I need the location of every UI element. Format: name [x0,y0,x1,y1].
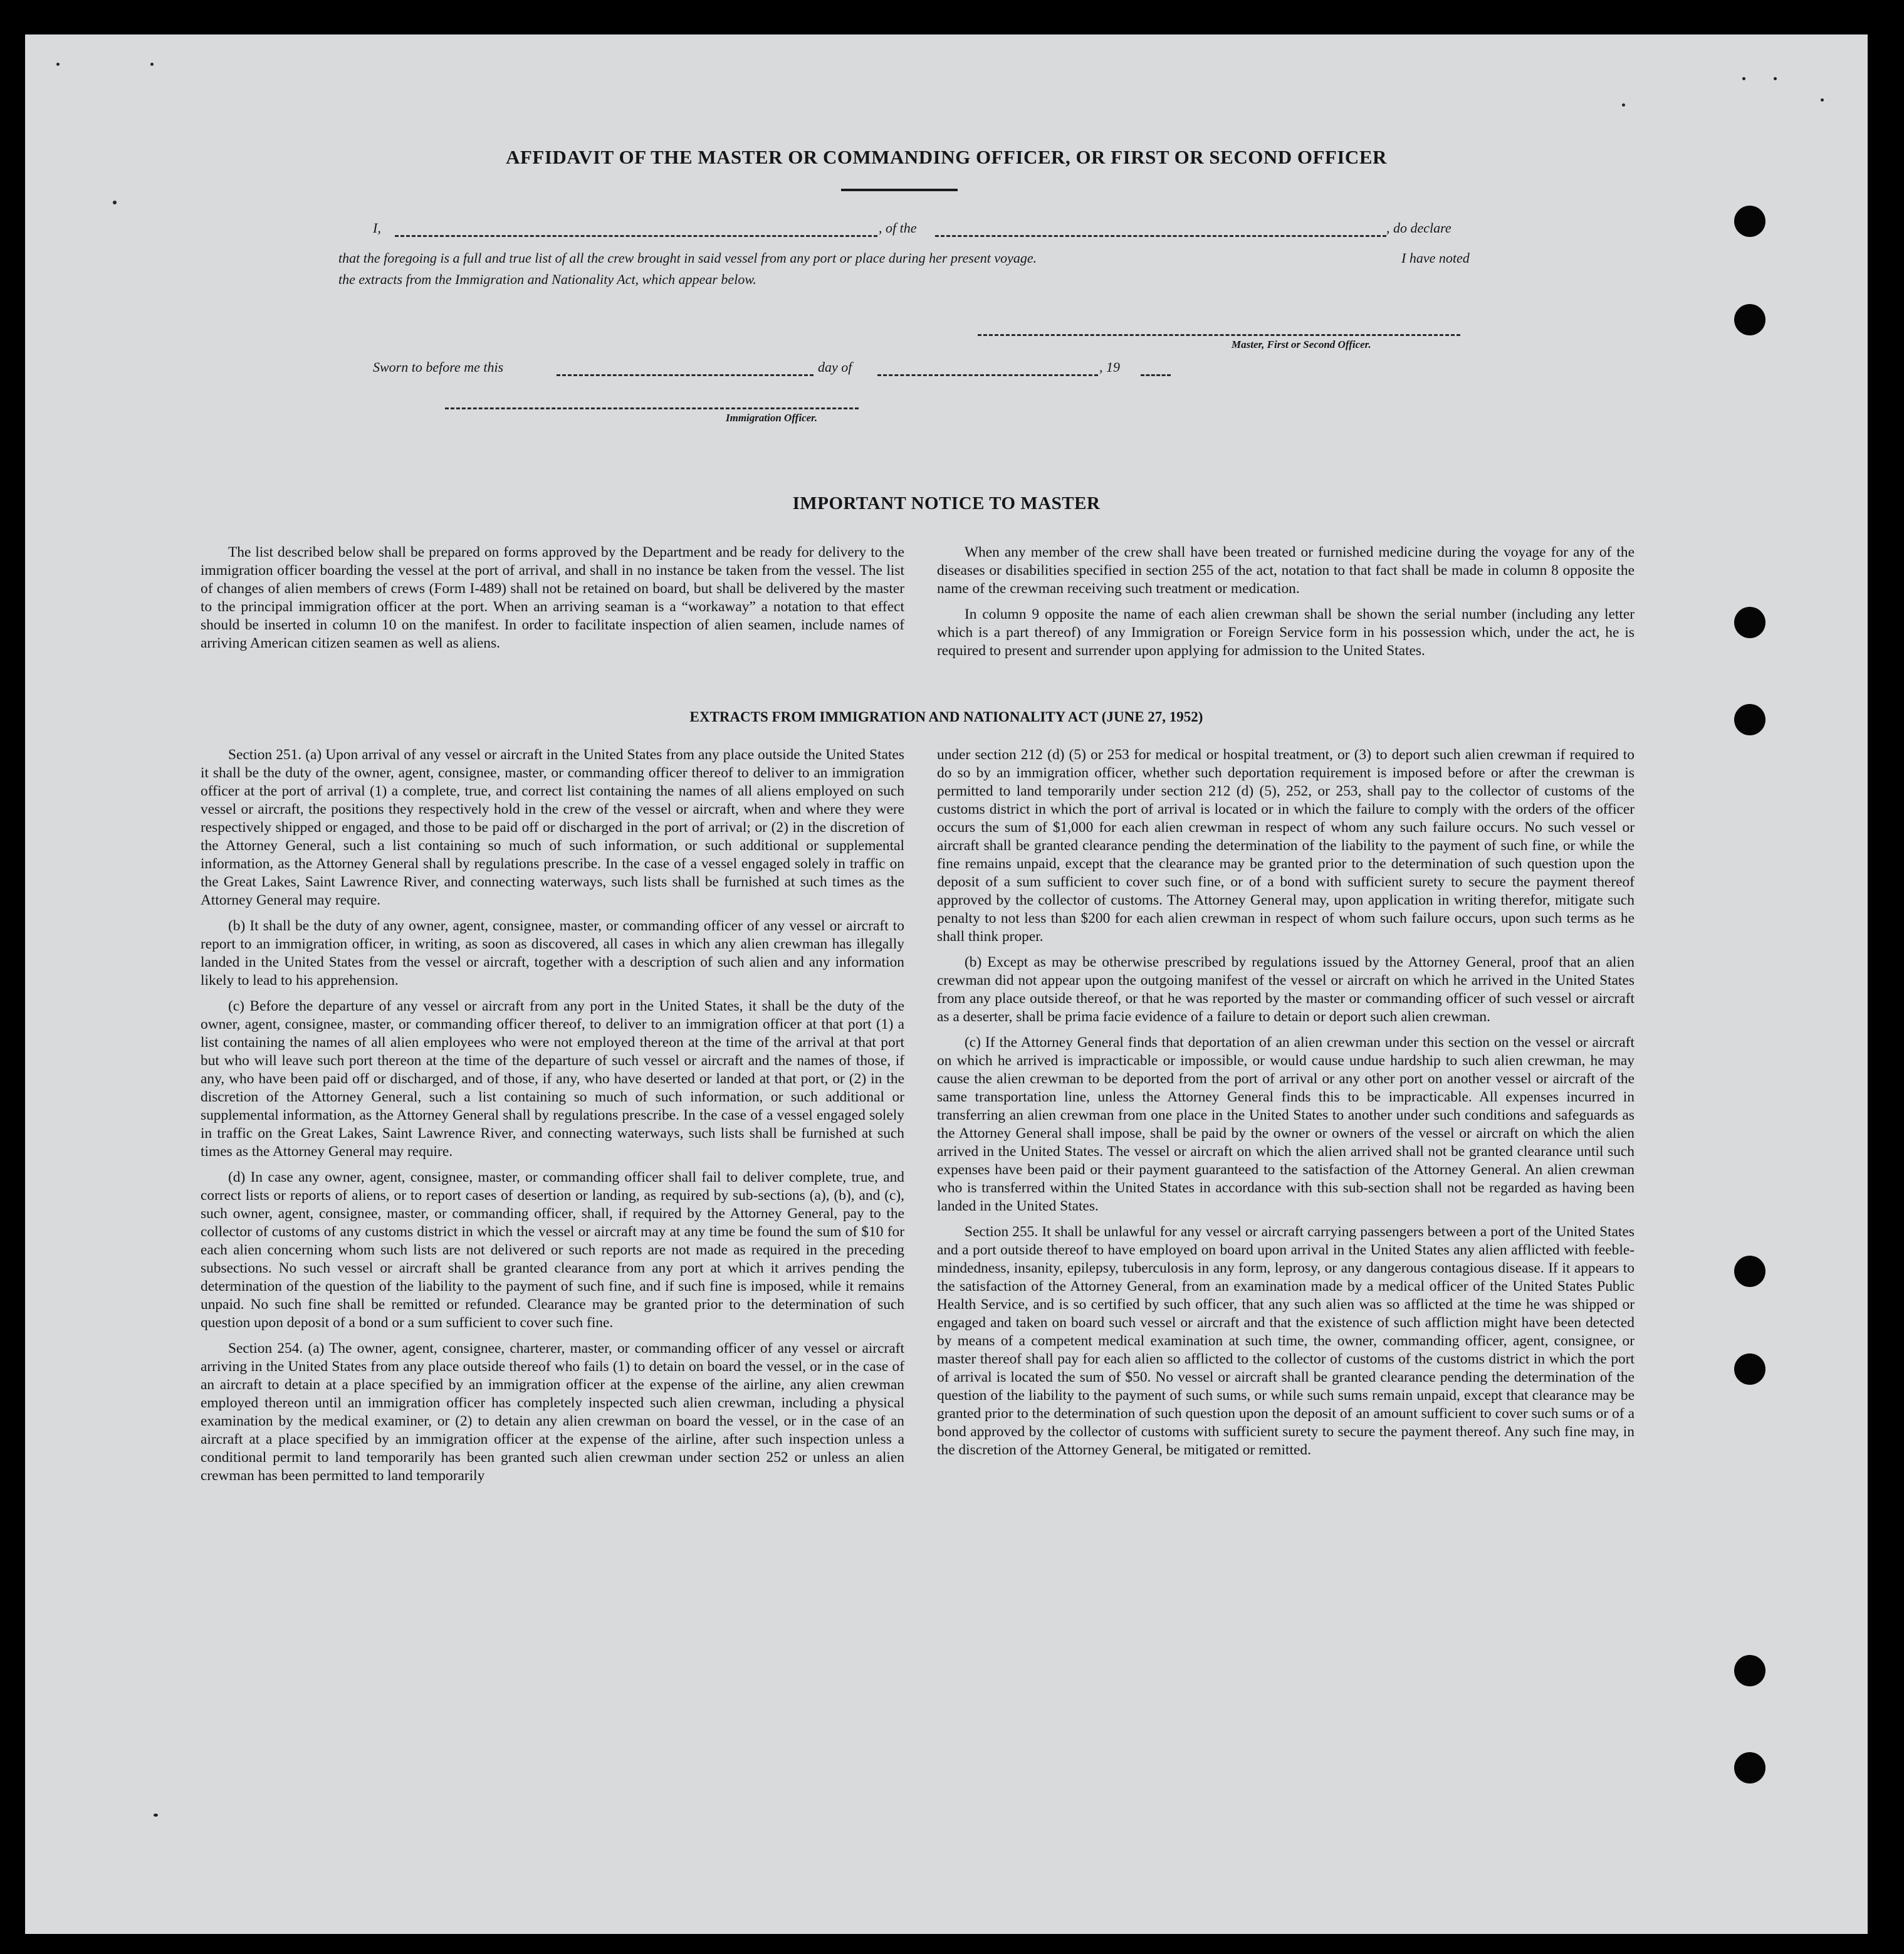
declarant-label: I, [373,220,381,236]
extracts-title: EXTRACTS FROM IMMIGRATION AND NATIONALITY ACT (JUNE 27, 1952) [689,709,1203,725]
punch-hole-icon [1734,1752,1765,1783]
declare-label: , do declare [1386,220,1452,236]
punch-hole-icon [1734,1655,1765,1686]
section-paragraph: (b) Except as may be otherwise prescribed by regulations issued by the Attorney General, proof that an alien crewman did not appear upon the outgoing manifest of the vessel or aircraft on which he arrived in the United States from any place outside thereof, or that he was reported by the master or commanding officer of such vessel or aircraft as a deserter, shall be prima facie evidence of a failure to detain or deport such alien crewman. [937,954,1635,1025]
sworn-year-field[interactable] [1141,374,1171,376]
speck [56,63,60,66]
speck [150,63,154,66]
section-paragraph: Section 254. (a) The owner, agent, consignee, charterer, master, or commanding officer of any vessel or aircraft arriving in the United States from any place outside thereof who fails (1) to detain on board the vessel, or in the case of an aircraft to detain at a place specified by an immigration officer at the expense of the airline, any alien crewman employed thereon until an immigration officer has completely inspected such alien crewman, including a physical examination by the medical examiner, or (2) to detain any alien crewman on board the vessel, or in the case of an aircraft at a place specified by an immigration officer at the expense of the airline, after such inspection unless a conditional permit to land temporarily has been granted such alien crewman under section 252 or unless an alien crewman has been permitted to land temporarily [201,1340,904,1484]
notice-title: IMPORTANT NOTICE TO MASTER [792,493,1101,513]
section-paragraph: Section 251. (a) Upon arrival of any vessel or aircraft in the United States from any place outside the United States it shall be the duty of the owner, agent, consignee, master, or commanding officer thereof to deliver to an immigration officer at the port of arrival (1) a complete, true, and correct list containing the names of all aliens employed on such vessel or aircraft, the positions they respectively hold in the crew of the vessel or aircraft, when and where they were respectively shipped or engaged, and those to be paid off or discharged in the port of arrival; or (2) in the discretion of the Attorney General, such a list containing so much of such information, or such additional or supplemental information, as the Attorney General shall by regulations prescribe. In the case of a vessel engaged solely in traffic on the Great Lakes, Saint Lawrence River, and connecting waterways, such lists shall be furnished at such times as the Attorney General may require. [201,747,904,908]
day-of-label: day of [818,359,852,375]
notice-paragraph: In column 9 opposite the name of each alien crewman shall be shown the serial number (including any letter which is a part thereof) of any Immigration or Foreign Service form in his possession which, under the act, he is required to present and surrender upon applying for admission to the United States. [937,606,1635,659]
title-rule [841,189,958,191]
affidavit-line-3: the extracts from the Immigration and Nationality Act, which appear below. [338,271,756,287]
speck [1774,77,1777,80]
speck [113,201,117,204]
affidavit-line-2-end: I have noted [1401,250,1470,266]
immigration-officer-signature-field[interactable] [445,407,859,409]
section-paragraph: Section 255. It shall be unlawful for any vessel or aircraft carrying passengers between a port of the United States and a port outside thereof to have employed on board upon arrival in the United States any alien afflicted with feeble-mindedness, insanity, epilepsy, tuberculosis in any form, leprosy, or any dangerous contagious disease. If it appears to the satisfaction of the Attorney General, from an examination made by a medical officer of the United States Public Health Service, and is so certified by such officer, that any such alien was so afflicted at the time he was shipped or engaged and taken on board such vessel or aircraft and that the existence of such affliction might have been detected by means of a competent medical examination at such time, the owner, commanding officer, agent, consignee, or master thereof shall pay for each alien so afflicted to the collector of customs of the customs district in which the port of arrival is located the sum of $50. No vessel or aircraft shall be granted clearance pending the determination of the question of the liability to the payment of such sums, or while such sums remain unpaid, except that clearance may be granted prior to the determination of such question upon the deposit of an amount sufficient to cover such sums or of a bond approved by the collector of customs with sufficient surety to secure the payment thereof. Any such fine may, in the discretion of the Attorney General, be mitigated or remitted. [937,1224,1635,1458]
section-paragraph: (d) In case any owner, agent, consignee, master, or commanding officer shall fail to deliver complete, true, and correct lists or reports of aliens, or to report cases of desertion or landing, as required by sub-sections (a), (b), and (c), such owner, agent, consignee, master, or commanding officer, shall, if required by the Attorney General, pay to the collector of customs of any customs district in which the vessel or aircraft may at any time be found the sum of $10 for each alien concerning whom such lists are not delivered or such reports are not made as required in the preceding subsections. No such vessel or aircraft shall be granted clearance from any port at which it arrives pending the determination of the question of the liability to the payment of such fine, and if such fine is imposed, while it remains unpaid. No such fine shall be remitted or refunded. Clearance may be granted prior to the determination of such question upon deposit of a bond or a sum sufficient to cover such fine. [201,1169,904,1331]
punch-hole-icon [1734,304,1765,335]
speck [1821,98,1824,102]
extracts-left-column [201,746,904,1493]
punch-hole-icon [1734,1256,1765,1287]
year-label: , 19 [1099,359,1120,375]
section-paragraph: (c) If the Attorney General finds that deportation of an alien crewman under this section on the vessel or aircraft on which he arrived is impracticable or impossible, or would cause undue hardship to such alien crewman, he may cause the alien crewman to be deported from the port of arrival or any other port on another vessel or aircraft of the same transportation line, unless the Attorney General finds this to be impracticable. All expenses incurred in transferring an alien crewman from one place in the United States to another under such conditions and safeguards as the Attorney General shall impose, shall be paid by the owner or owners of the vessel or aircraft on which the alien arrived in the United States. The vessel or aircraft on which the alien arrived shall not be granted clearance until such expenses have been paid or their payment guaranteed to the satisfaction of the Attorney General. An alien crewman who is transferred within the United States in accordance with this sub-section shall not be regarded as having been landed in the United States. [937,1034,1635,1214]
affidavit-title: AFFIDAVIT OF THE MASTER OR COMMANDING OFFICER, OR FIRST OR SECOND OFFICER [506,146,1387,168]
speck [154,1814,158,1817]
notice-paragraph: The list described below shall be prepared on forms approved by the Department and be ready for delivery to the immigration officer boarding the vessel at the port of arrival, and shall in no instance be taken from the vessel. The list of changes of alien members of crews (Form I-489) shall not be retained on board, but shall be delivered by the master to the principal immigration officer at the port. When an arriving seaman is a “workaway” a notation to that effect should be inserted in column 10 on the manifest. In order to facilitate inspection of alien seamen, include names of arriving American citizen seamen as well as aliens. [201,544,904,651]
notice-right-column [937,544,1635,668]
punch-hole-icon [1734,1353,1765,1385]
section-paragraph: (b) It shall be the duty of any owner, agent, consignee, master, or commanding officer of any vessel or aircraft to report to an immigration officer, in writing, as soon as discovered, all cases in which any alien crewman has illegally landed in the United States from the vessel or aircraft, together with a description of such alien and any information likely to lead to his apprehension. [201,918,904,989]
speck [1742,77,1745,80]
vessel-label: , of the [879,220,917,236]
immigration-officer-caption: Immigration Officer. [726,412,818,424]
section-paragraph: (c) Before the departure of any vessel or aircraft from any port in the United States, it shall be the duty of the owner, agent, consignee, master, or commanding officer thereof, to deliver to an immigration officer at that port (1) a list containing the names of all alien employees who were not employed thereon at the time of the arrival at that port but who will leave such port thereon at the time of the departure of such vessel or aircraft and the names of those, if any, who have been paid off or discharged, and of those, if any, who have deserted or landed at that port, or (2) in the discretion of the Attorney General, such a list containing so much of such information, or such additional or supplemental information, as the Attorney General shall by regulations prescribe. In the case of a vessel engaged solely in traffic on the Great Lakes, Saint Lawrence River, and connecting waterways, such lists shall be furnished at such times as the Attorney General may require. [201,998,904,1160]
speck [1622,103,1625,107]
affidavit-line-2: that the foregoing is a full and true list of all the crew brought in said vessel from any port or place during her present voyage. [338,250,1037,266]
notice-left-column [201,544,904,660]
punch-hole-icon [1734,206,1765,237]
master-signature-caption: Master, First or Second Officer. [1232,339,1371,350]
extracts-right-column [937,746,1635,1467]
punch-hole-icon [1734,607,1765,638]
declarant-name-field[interactable] [395,235,877,237]
vessel-name-field[interactable] [935,235,1386,237]
sworn-label: Sworn to before me this [373,359,504,375]
form-page [25,34,1868,1934]
sworn-month-field[interactable] [877,374,1098,376]
master-signature-field[interactable] [978,334,1460,336]
section-paragraph: under section 212 (d) (5) or 253 for medical or hospital treatment, or (3) to deport such alien crewman if required to do so by an immigration officer, whether such deportation requirement is imposed before or after the crewman is permitted to land temporarily under section 212 (d) (5), 252, or 253, shall pay to the collector of customs of the customs district in which the port of arrival is located or in which the failure to comply with the orders of the officer occurs the sum of $1,000 for each alien crewman in respect of whom any such failure occurs. No such vessel or aircraft shall be granted clearance pending the determination of the liability to the payment of such fine, or while the fine remains unpaid, except that the clearance may be granted prior to the determination of such question upon the deposit of a sum sufficient to cover such fine, or of a bond with sufficient surety to secure the payment thereof approved by the collector of customs. The Attorney General may, upon application in writing therefor, mitigate such penalty to not less than $200 for each alien crewman in respect of whom such failure occurs, upon such terms as he shall think proper. [937,747,1635,945]
notice-paragraph: When any member of the crew shall have been treated or furnished medicine during the voyage for any of the diseases or disabilities specified in section 255 of the act, notation to that fact shall be made in column 8 opposite the name of the crewman receiving such treatment or medication. [937,544,1635,597]
sworn-day-field[interactable] [557,374,813,376]
